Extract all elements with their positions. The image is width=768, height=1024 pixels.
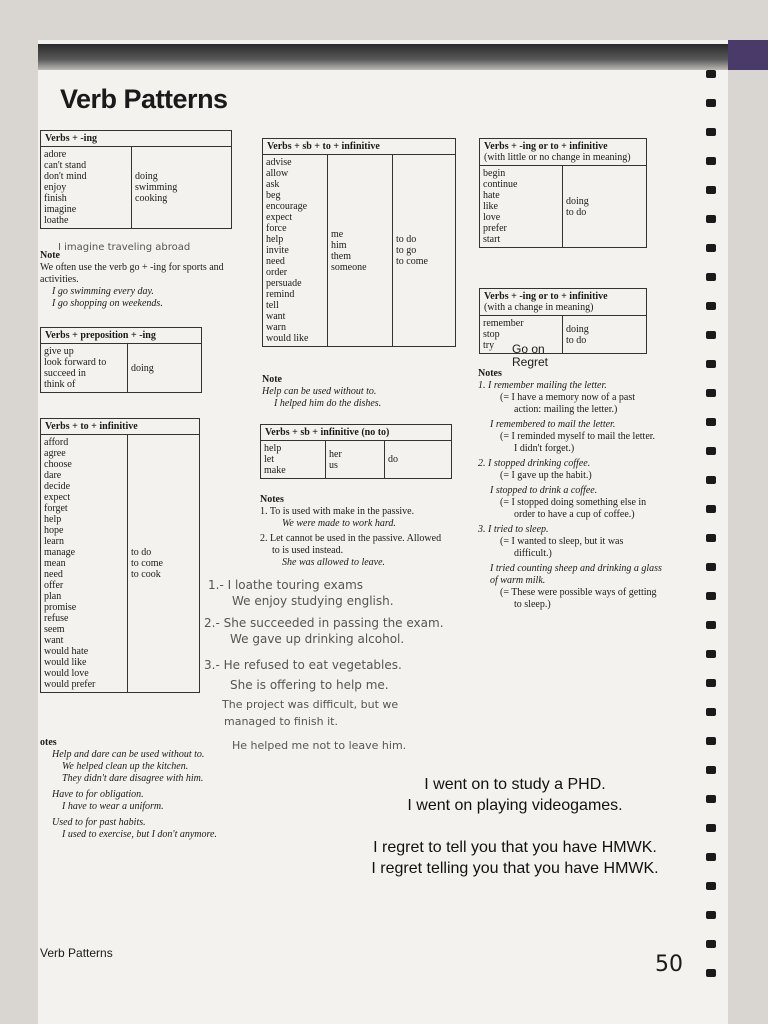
example: to do [566, 334, 587, 346]
verb: remember [483, 318, 524, 329]
note-line: Help and dare can be used without to. [52, 749, 205, 760]
verb: succeed in [44, 368, 86, 379]
handwritten-line: We gave up drinking alcohol. [230, 632, 405, 646]
typed-sentence: I regret to tell you that you have HMWK. [373, 839, 657, 856]
box-verbs-sb-to-infinitive [262, 138, 456, 347]
handwritten-line: He helped me not to leave him. [232, 739, 407, 752]
note-line: 3. I tried to sleep. [478, 524, 549, 535]
verb: would love [44, 668, 89, 679]
verb: start [483, 234, 501, 245]
typed-sentence: I went on to study a PHD. [424, 776, 606, 793]
typed-annotation [512, 343, 548, 369]
box-header: Verbs + sb + to + infinitive [263, 139, 455, 155]
note-gloss: (= I stopped doing something else in [500, 497, 647, 508]
verb: let [264, 454, 274, 465]
verb: hate [483, 190, 500, 201]
verb: hope [44, 525, 64, 536]
spiral-ring [706, 795, 716, 803]
example-list [562, 166, 592, 247]
note-line: to is used instead. [272, 545, 344, 556]
verb: think of [44, 379, 76, 390]
notes-mid [260, 494, 470, 569]
verb: manage [44, 547, 76, 558]
spiral-ring [706, 534, 716, 542]
verb: plan [44, 591, 62, 602]
verb: seem [44, 624, 65, 635]
spiral-ring [706, 911, 716, 919]
verb: loathe [44, 215, 69, 226]
box-header: Verbs + sb + infinitive (no to) [261, 425, 451, 441]
example: to come [396, 256, 428, 267]
handwritten-line: 3.- He refused to eat vegetables. [204, 658, 402, 672]
verb: beg [266, 190, 281, 201]
verb: try [483, 340, 495, 351]
verb: order [266, 267, 288, 278]
example: cooking [135, 193, 168, 204]
verb: tell [266, 300, 279, 311]
verb: prefer [483, 223, 507, 234]
example: to do [131, 547, 152, 558]
verb: want [44, 635, 64, 646]
object: them [331, 250, 351, 262]
verb: make [264, 465, 286, 476]
spacer [340, 816, 690, 837]
example: do [388, 454, 398, 465]
verb: give up [44, 346, 74, 357]
note-line: 1. I remember mailing the letter. [478, 380, 607, 391]
note-line: I stopped to drink a coffee. [490, 485, 598, 496]
spiral-ring [706, 186, 716, 194]
page-footer: Verb Patterns [40, 946, 113, 960]
spiral-ring [706, 99, 716, 107]
box-header: Verbs + preposition + -ing [41, 328, 201, 344]
verb: look forward to [44, 357, 107, 368]
handwritten-line: 2.- She succeeded in passing the exam. [204, 616, 444, 630]
spiral-ring [706, 447, 716, 455]
note-gloss: action: mailing the letter.) [514, 404, 618, 415]
example: doing [566, 323, 589, 335]
handwritten-line: 1.- I loathe touring exams [208, 578, 364, 592]
example: to cook [131, 569, 161, 580]
example: doing [566, 195, 589, 207]
note-gloss: to sleep.) [514, 599, 551, 610]
spiral-ring [706, 766, 716, 774]
example-list [384, 441, 401, 478]
note-line: I tried counting sheep and drinking a glass [490, 563, 662, 574]
note-line: Used to for past habits. [52, 817, 146, 828]
object: us [329, 459, 338, 471]
box-title: Verbs + -ing or to + infinitive [484, 141, 608, 152]
box-header [480, 289, 646, 316]
note-example: They didn't dare disagree with him. [62, 773, 204, 784]
verb: warn [266, 322, 286, 333]
verb: agree [44, 448, 66, 459]
typed-sentence: I went on playing videogames. [407, 797, 623, 814]
note-gloss: I didn't forget.) [514, 443, 575, 454]
verb: refuse [44, 613, 69, 624]
note-line: 2. Let cannot be used in the passive. Allowed [260, 533, 442, 544]
note-example: I helped him do the dishes. [274, 398, 382, 409]
spiral-ring [706, 505, 716, 513]
spiral-ring [706, 621, 716, 629]
spiral-ring [706, 940, 716, 948]
verb: remind [266, 289, 295, 300]
example: to do [396, 234, 417, 245]
verb-list [41, 435, 127, 692]
annotation-line: Go on [512, 342, 545, 356]
example-list [131, 147, 180, 228]
verb: dare [44, 470, 62, 481]
verb: expect [266, 212, 293, 223]
spiral-ring [706, 418, 716, 426]
object-list [325, 441, 384, 478]
box-subtitle: (with little or no change in meaning) [484, 152, 631, 163]
verb: continue [483, 179, 518, 190]
verb: choose [44, 459, 72, 470]
spiral-ring [706, 331, 716, 339]
handwritten-line: She is offering to help me. [230, 678, 389, 692]
notes-heading: Notes [478, 368, 502, 379]
verb: would hate [44, 646, 89, 657]
note-heading: Note [262, 374, 282, 385]
example: to do [566, 206, 587, 218]
typed-sentence: I regret telling you that you have HMWK. [371, 860, 659, 877]
verb: want [266, 311, 286, 322]
verb: begin [483, 168, 506, 179]
note-gloss: (= I wanted to sleep, but it was [500, 536, 624, 547]
verb: afford [44, 437, 69, 448]
verb: expect [44, 492, 71, 503]
note-gloss: (= I gave up the habit.) [500, 470, 592, 481]
note-gloss: (= I reminded myself to mail the letter. [500, 431, 656, 442]
spiral-ring [706, 824, 716, 832]
verb-list [480, 166, 562, 247]
scan-shadow [38, 44, 728, 70]
example: to come [131, 558, 163, 569]
verb: adore [44, 149, 67, 160]
example: doing [131, 362, 154, 374]
note-gloss: difficult.) [514, 548, 552, 559]
box-subtitle: (with a change in meaning) [484, 302, 594, 313]
verb: help [266, 234, 284, 245]
verb: don't mind [44, 171, 87, 182]
verb: offer [44, 580, 64, 591]
handwritten-line: I imagine traveling abroad [58, 242, 191, 253]
verb: would like [44, 657, 87, 668]
example-list [127, 435, 166, 692]
spiral-ring [706, 389, 716, 397]
note-line: 2. I stopped drinking coffee. [478, 458, 591, 469]
note-example: We were made to work hard. [282, 518, 396, 529]
example: swimming [135, 182, 178, 193]
verb: would like [266, 333, 309, 344]
spiral-ring [706, 882, 716, 890]
verb: ask [266, 179, 280, 190]
box-ing-or-infinitive-change [479, 288, 647, 354]
box-verbs-ing [40, 130, 232, 229]
spiral-ring [706, 244, 716, 252]
note-example: I have to wear a uniform. [62, 801, 164, 812]
note-help [262, 374, 462, 410]
verb: would prefer [44, 679, 96, 690]
note-heading: Note [40, 250, 60, 261]
verb: like [483, 201, 498, 212]
page-number: 50 [655, 952, 683, 977]
spiral-ring [706, 476, 716, 484]
typed-examples [340, 774, 690, 879]
verb: enjoy [44, 182, 67, 193]
note-line: of warm milk. [490, 575, 546, 586]
handwritten-line: The project was difficult, but we [222, 698, 399, 711]
note-example: She was allowed to leave. [282, 557, 386, 568]
example: doing [135, 171, 158, 182]
spiral-ring [706, 302, 716, 310]
note-example: I go shopping on weekends. [52, 298, 163, 309]
note-example: I used to exercise, but I don't anymore. [62, 829, 217, 840]
box-verbs-sb-infinitive-no-to [260, 424, 452, 479]
handwritten-line: managed to finish it. [224, 715, 338, 728]
annotation-line: Regret [512, 355, 549, 369]
note-gloss: (= These were possible ways of getting [500, 587, 657, 598]
spiral-ring [706, 708, 716, 716]
example-list [392, 155, 431, 346]
box-verbs-preposition-ing [40, 327, 202, 393]
verb: mean [44, 558, 66, 569]
handwritten-line: We enjoy studying english. [232, 594, 394, 608]
verb: persuade [266, 278, 302, 289]
spiral-ring [706, 679, 716, 687]
verb: promise [44, 602, 77, 613]
spiral-ring [706, 215, 716, 223]
note-example: We helped clean up the kitchen. [62, 761, 189, 772]
note-line: Help can be used without to. [262, 386, 377, 397]
spiral-ring [706, 70, 716, 78]
box-header: Verbs + to + infinitive [41, 419, 199, 435]
note-gloss: (= I have a memory now of a past [500, 392, 636, 403]
verb: finish [44, 193, 67, 204]
spiral-ring [706, 563, 716, 571]
box-header: Verbs + -ing [41, 131, 231, 147]
example: to go [396, 245, 417, 256]
note-example: I go swimming every day. [52, 286, 154, 297]
notes-heading: Notes [260, 494, 284, 505]
verb: allow [266, 168, 289, 179]
verb: encourage [266, 201, 308, 212]
verb-list [261, 441, 325, 478]
box-header [480, 139, 646, 166]
example-list [127, 344, 157, 392]
box-ing-or-infinitive-same [479, 138, 647, 248]
spiral-ring [706, 592, 716, 600]
spiral-binding [706, 70, 720, 1020]
box-title: Verbs + -ing or to + infinitive [484, 291, 608, 302]
note-go [40, 250, 240, 310]
spiral-ring [706, 969, 716, 977]
note-line: 1. To is used with make in the passive. [260, 506, 415, 517]
verb: help [264, 443, 282, 454]
verb: decide [44, 481, 71, 492]
note-gloss: order to have a cup of coffee.) [514, 509, 635, 520]
verb: force [266, 223, 287, 234]
note-line: Have to for obligation. [52, 789, 144, 800]
verb: need [44, 569, 63, 580]
notes-left [40, 737, 260, 841]
verb-list [41, 147, 131, 228]
box-verbs-to-infinitive [40, 418, 200, 693]
verb: advise [266, 157, 292, 168]
object-list [327, 155, 392, 346]
spiral-ring [706, 128, 716, 136]
verb: can't stand [44, 160, 87, 171]
verb: need [266, 256, 285, 267]
spiral-ring [706, 273, 716, 281]
spiral-ring [706, 157, 716, 165]
verb: stop [483, 329, 500, 340]
page-title: Verb Patterns [60, 84, 228, 114]
spiral-ring [706, 360, 716, 368]
object: someone [331, 261, 367, 273]
spiral-ring [706, 853, 716, 861]
note-text: We often use the verb go + -ing for sports and activities. [40, 262, 224, 285]
object: her [329, 448, 342, 460]
example-list [562, 316, 592, 353]
notes-right [478, 368, 698, 611]
spiral-ring [706, 737, 716, 745]
verb: invite [266, 245, 289, 256]
note-line: I remembered to mail the letter. [490, 419, 616, 430]
verb: love [483, 212, 501, 223]
verb: help [44, 514, 62, 525]
verb-list [263, 155, 327, 346]
verb: learn [44, 536, 64, 547]
verb-list [41, 344, 127, 392]
verb: imagine [44, 204, 77, 215]
notes-heading: otes [40, 737, 57, 748]
spiral-ring [706, 650, 716, 658]
verb: forget [44, 503, 68, 514]
object: me [331, 228, 344, 240]
object: him [331, 239, 347, 251]
